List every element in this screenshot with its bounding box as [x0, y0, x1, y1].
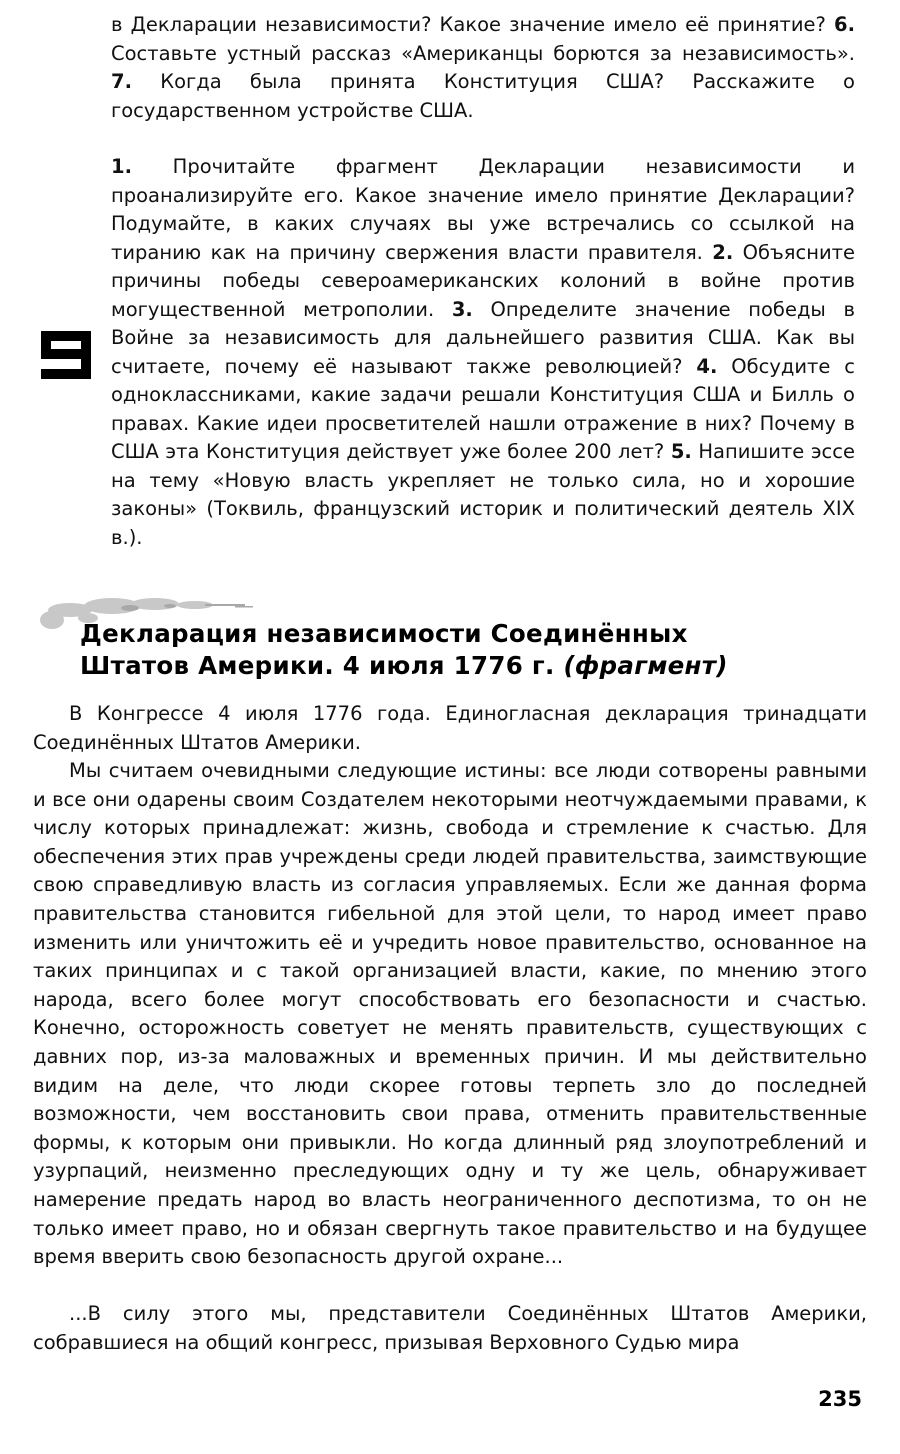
document-title: Декларация независимости Соединённых Штатов Америки. 4 июля 1776 г. (фрагмент) — [80, 619, 728, 680]
previous-questions-text: в Декларации независимости? Какое значение имело её принятие? 6. Составьте устный рассказ «Американцы борются за независимость». 7. Когда была принята Конституция США? Расскажите о государственном устройстве США. — [111, 13, 855, 122]
document-paragraph: ...В силу этого мы, представители Соединённых Штатов Америки, собравшиеся на общий конгресс, призывая Верховного Судью мира — [33, 1302, 867, 1354]
nine-meander-icon — [35, 329, 97, 381]
document-paragraph: В Конгрессе 4 июля 1776 года. Единогласная декларация тринадцати Соединённых Штатов Америки. — [33, 702, 867, 754]
document-title-note: (фрагмент) — [563, 651, 728, 680]
page-number: 235 — [818, 1387, 862, 1411]
document-paragraph: Мы считаем очевидными следующие истины: все люди сотворены равными и все они одарены своим Создателем некоторыми неотчуждаемыми правами, к числу которых принадлежат: жизнь, свобода и стремление к счастью. Для обеспечения этих прав учреждены среди людей правительства, заимствующие свою справедливую власть из согласия управляемых. Если же данная форма правительства становится гибельной для этой цели, то народ имеет право изменить или уничтожить её и учредить новое правительство, основанное на таких принципах и с такой организацией власти, какие, по мнению этого народа, всего более могут способствовать его безопасности и счастью. Конечно, осторожность советует не менять правительств, существующих с давних пор, из-за маловажных и временных причин. И мы действительно видим на деле, что люди скорее готовы терпеть зло до последней возможности, чем восстановить свои права, отменить правительственные формы, к которым они привыкли. Но когда длинный ряд злоупотреблений и узурпаций, неизменно преследующих одну и ту же цель, обнаруживает намерение предать народ во власть неограниченного деспотизма, то он не только имеет право, но и обязан свергнуть такое правительство и на будущее время вверить свою безопасность другой охране... — [33, 759, 867, 1269]
questions-and-tasks-text: 1. Прочитайте фрагмент Декларации независимости и проанализируйте его. Какое значение имело принятие Декларации? Подумайте, в каких случаях вы уже встречались со ссылкой на тиранию как на причину свержения власти правителя. 2. Объясните причины победы североамериканских колоний в войне против могущественной метрополии. 3. Определите значение победы в Войне за независимость для дальнейшего развития США. Как вы считаете, почему её называют также революцией? 4. Обсудите с одноклассниками, какие задачи решали Конституция США и Билль о правах. Какие идеи просветителей нашли отражение в них? Почему в США эта Конституция действует уже более 200 лет? 5. Напишите эссе на тему «Новую власть укрепляет не только сила, но и хорошие законы» (Токвиль, французский историк и политический деятель XIX в.). — [111, 155, 855, 549]
